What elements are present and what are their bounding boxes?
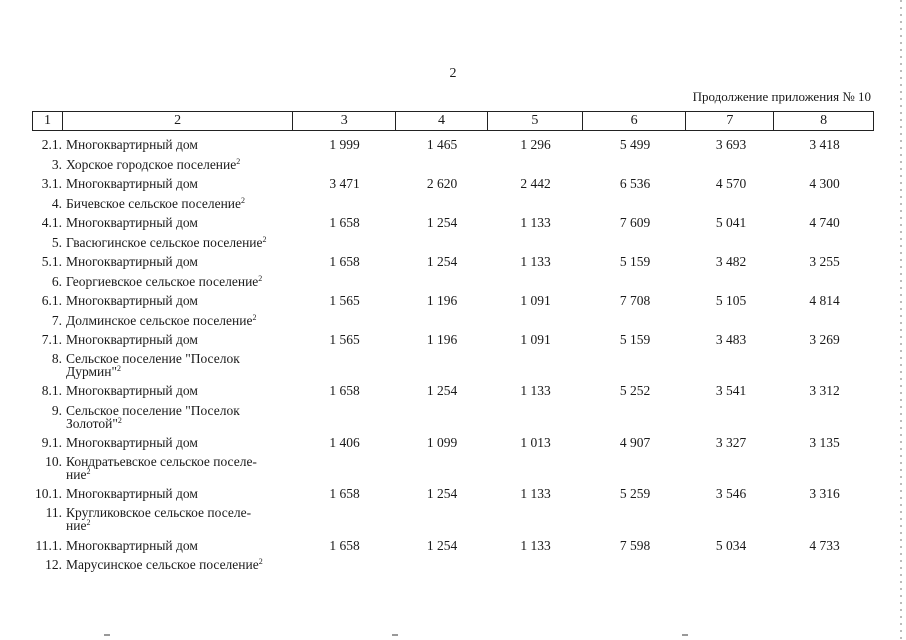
row-name-text: Сельское поселение "Поселок bbox=[66, 403, 240, 418]
header-cell-5: 5 bbox=[488, 112, 583, 130]
row-name-text: Многоквартирный дом bbox=[66, 332, 198, 347]
value-col-8: 4 300 bbox=[809, 176, 840, 191]
scan-mark bbox=[392, 634, 398, 636]
row-name-text: Многоквартирный дом bbox=[66, 435, 198, 450]
row-name-text: Многоквартирный дом bbox=[66, 176, 198, 191]
row-name-text: Многоквартирный дом bbox=[66, 215, 198, 230]
row-number: 9. bbox=[51, 403, 62, 418]
row-name bbox=[66, 384, 198, 397]
row-name bbox=[66, 197, 245, 210]
row-name-text: Многоквартирный дом bbox=[66, 486, 198, 501]
value-col-6: 7 598 bbox=[619, 538, 651, 553]
row-name-text: Многоквартирный дом bbox=[66, 538, 198, 553]
value-col-4: 1 254 bbox=[426, 486, 458, 501]
row-name bbox=[66, 294, 198, 307]
row-number: 10.1. bbox=[35, 486, 62, 501]
value-col-7: 4 570 bbox=[715, 176, 747, 191]
row-name-text: Георгиевское сельское поселение bbox=[66, 274, 259, 289]
row-name bbox=[66, 314, 256, 327]
footnote-marker: 2 bbox=[236, 157, 241, 166]
value-col-4: 1 196 bbox=[426, 293, 458, 308]
value-col-6: 5 499 bbox=[619, 137, 651, 152]
value-col-5: 1 133 bbox=[520, 215, 551, 230]
row-number: 8. bbox=[51, 351, 62, 366]
row-number: 5. bbox=[51, 235, 62, 250]
row-name bbox=[66, 539, 198, 552]
value-col-5: 1 091 bbox=[520, 332, 551, 347]
value-col-5: 1 013 bbox=[520, 435, 551, 450]
footnote-marker: 2 bbox=[241, 196, 246, 205]
value-col-4: 1 099 bbox=[426, 435, 458, 450]
row-number: 2.1. bbox=[41, 137, 62, 152]
row-name-text: Кондратьевское сельское поселе- bbox=[66, 454, 257, 469]
value-col-7: 3 327 bbox=[715, 435, 747, 450]
row-name bbox=[66, 436, 198, 449]
footnote-marker: 2 bbox=[252, 313, 257, 322]
row-name-text: Многоквартирный дом bbox=[66, 383, 198, 398]
row-name-text: Кругликовское сельское поселе- bbox=[66, 505, 252, 520]
value-col-3: 1 658 bbox=[329, 486, 360, 501]
row-name-continuation: ние bbox=[66, 518, 87, 533]
value-col-5: 2 442 bbox=[520, 176, 551, 191]
row-name bbox=[66, 352, 240, 378]
value-col-6: 5 159 bbox=[619, 332, 651, 347]
value-col-4: 1 465 bbox=[426, 137, 458, 152]
value-col-6: 5 159 bbox=[619, 254, 651, 269]
value-col-3: 1 999 bbox=[329, 137, 360, 152]
header-cell-7: 7 bbox=[686, 112, 774, 130]
value-col-6: 5 252 bbox=[619, 383, 651, 398]
value-col-5: 1 133 bbox=[520, 383, 551, 398]
row-number: 9.1. bbox=[41, 435, 62, 450]
scan-mark bbox=[104, 634, 110, 636]
value-col-6: 5 259 bbox=[619, 486, 651, 501]
value-col-8: 3 418 bbox=[809, 137, 840, 152]
value-col-8: 3 269 bbox=[809, 332, 840, 347]
row-name bbox=[66, 487, 198, 500]
footnote-marker: 2 bbox=[86, 518, 91, 527]
scan-margin-dots bbox=[900, 0, 902, 640]
value-col-7: 3 541 bbox=[715, 383, 747, 398]
header-cell-8: 8 bbox=[820, 113, 828, 128]
footnote-marker: 2 bbox=[117, 364, 122, 373]
row-name bbox=[66, 138, 198, 151]
value-col-8: 3 255 bbox=[809, 254, 840, 269]
value-col-4: 1 254 bbox=[426, 538, 458, 553]
row-number: 12. bbox=[45, 557, 62, 572]
footnote-marker: 2 bbox=[258, 557, 263, 566]
value-col-7: 5 041 bbox=[715, 215, 747, 230]
value-col-4: 2 620 bbox=[426, 176, 458, 191]
row-name-text: Хорское городское поселение bbox=[66, 157, 237, 172]
header-cell-3: 3 bbox=[293, 112, 396, 130]
value-col-5: 1 091 bbox=[520, 293, 551, 308]
header-cell-2: 2 bbox=[63, 112, 293, 130]
row-name bbox=[66, 216, 198, 229]
value-col-3: 1 565 bbox=[329, 332, 360, 347]
row-number: 4.1. bbox=[41, 215, 62, 230]
value-col-8: 4 814 bbox=[809, 293, 840, 308]
value-col-8: 3 316 bbox=[809, 486, 840, 501]
value-col-3: 1 658 bbox=[329, 538, 360, 553]
row-name-continuation: Дурмин" bbox=[66, 364, 118, 379]
page-number: 2 bbox=[449, 66, 457, 81]
value-col-7: 3 693 bbox=[715, 137, 747, 152]
value-col-5: 1 133 bbox=[520, 486, 551, 501]
value-col-8: 3 135 bbox=[809, 435, 840, 450]
row-number: 5.1. bbox=[41, 254, 62, 269]
row-name-continuation: Золотой" bbox=[66, 416, 118, 431]
value-col-4: 1 196 bbox=[426, 332, 458, 347]
row-name bbox=[66, 236, 267, 249]
header-cell-1: 1 bbox=[33, 112, 63, 130]
row-name-text: Сельское поселение "Поселок bbox=[66, 351, 240, 366]
row-number: 7.1. bbox=[41, 332, 62, 347]
footnote-marker: 2 bbox=[262, 235, 267, 244]
value-col-4: 1 254 bbox=[426, 215, 458, 230]
table-header bbox=[32, 111, 874, 131]
row-name bbox=[66, 158, 240, 171]
value-col-5: 1 133 bbox=[520, 538, 551, 553]
value-col-5: 1 133 bbox=[520, 254, 551, 269]
row-number: 6. bbox=[51, 274, 62, 289]
header-cell-6: 6 bbox=[583, 112, 687, 130]
row-number: 6.1. bbox=[41, 293, 62, 308]
scan-bottom-marks bbox=[0, 634, 906, 638]
row-name bbox=[66, 506, 251, 532]
value-col-7: 5 105 bbox=[715, 293, 747, 308]
scan-mark bbox=[682, 634, 688, 636]
row-number: 3.1. bbox=[41, 176, 62, 191]
value-col-4: 1 254 bbox=[426, 383, 458, 398]
row-number: 4. bbox=[51, 196, 62, 211]
value-col-7: 3 482 bbox=[715, 254, 747, 269]
row-name-text: Многоквартирный дом bbox=[66, 254, 198, 269]
value-col-3: 3 471 bbox=[329, 176, 360, 191]
row-number: 3. bbox=[51, 157, 62, 172]
value-col-4: 1 254 bbox=[426, 254, 458, 269]
row-name bbox=[66, 333, 198, 346]
value-col-3: 1 406 bbox=[329, 435, 360, 450]
row-name-text: Марусинское сельское поселение bbox=[66, 557, 259, 572]
value-col-6: 4 907 bbox=[619, 435, 651, 450]
value-col-7: 5 034 bbox=[715, 538, 747, 553]
row-name-text: Многоквартирный дом bbox=[66, 293, 198, 308]
value-col-8: 4 733 bbox=[809, 538, 840, 553]
value-col-3: 1 565 bbox=[329, 293, 360, 308]
row-name bbox=[66, 404, 240, 430]
value-col-8: 3 312 bbox=[809, 383, 840, 398]
value-col-3: 1 658 bbox=[329, 215, 360, 230]
row-name-text: Долминское сельское поселение bbox=[66, 313, 253, 328]
header-cell-4: 4 bbox=[396, 112, 488, 130]
row-number: 11. bbox=[45, 505, 62, 520]
value-col-6: 6 536 bbox=[619, 176, 651, 191]
row-name bbox=[66, 455, 257, 481]
footnote-marker: 2 bbox=[117, 416, 122, 425]
row-name bbox=[66, 558, 263, 571]
value-col-6: 7 609 bbox=[619, 215, 651, 230]
row-number: 7. bbox=[51, 313, 62, 328]
value-col-7: 3 483 bbox=[715, 332, 747, 347]
row-number: 10. bbox=[45, 454, 62, 469]
row-name bbox=[66, 255, 198, 268]
row-number: 8.1. bbox=[41, 383, 62, 398]
value-col-7: 3 546 bbox=[715, 486, 747, 501]
value-col-3: 1 658 bbox=[329, 383, 360, 398]
row-name-text: Бичевское сельское поселение bbox=[66, 196, 242, 211]
row-name bbox=[66, 275, 262, 288]
row-name bbox=[66, 177, 198, 190]
value-col-6: 7 708 bbox=[619, 293, 651, 308]
row-name-continuation: ние bbox=[66, 467, 87, 482]
appendix-continuation-note: Продолжение приложения № 10 bbox=[692, 89, 871, 104]
footnote-marker: 2 bbox=[86, 467, 91, 476]
row-number: 11.1. bbox=[35, 538, 62, 553]
footnote-marker: 2 bbox=[258, 274, 263, 283]
value-col-5: 1 296 bbox=[520, 137, 551, 152]
value-col-3: 1 658 bbox=[329, 254, 360, 269]
row-name-text: Гвасюгинское сельское поселение bbox=[66, 235, 263, 250]
row-name-text: Многоквартирный дом bbox=[66, 137, 198, 152]
value-col-8: 4 740 bbox=[809, 215, 840, 230]
